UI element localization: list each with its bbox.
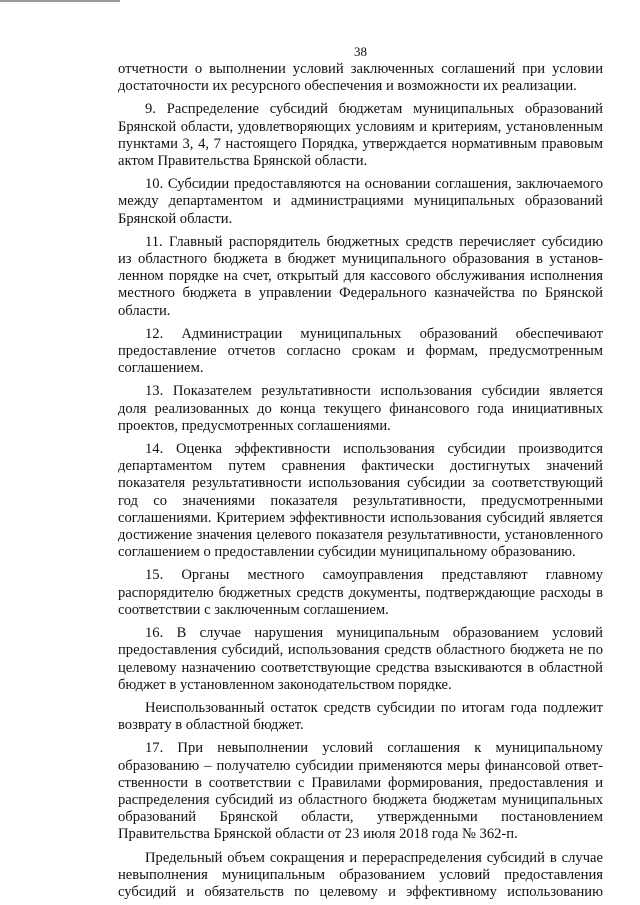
scan-edge-line: [0, 0, 120, 2]
paragraph-item-12: 12. Администрации муниципальных образований обеспечивают предоставление отчетов согласно срокам и формам, предусмотренным соглашением.: [118, 325, 603, 377]
paragraph-item-16: 16. В случае нарушения муниципальным образованием условий предоставления субсидий, использования средств областного бюджета не по целевому назначению соответствующие средства взыскиваются в областной бюджет в установленном законодательством порядке.: [118, 625, 603, 693]
page-number: 38: [354, 44, 367, 59]
paragraph-item-17: 17. При невыполнении условий соглашения к муниципальному образованию – получателю субсидии применяются меры финансовой ответственности в соответствии с Правилами формирования, предоставления и распределения субсидий из областного бюджета бюджетам муниципальных образований Брянской области, утвержденными постановлением Правительства Брянской области от 23 июля 2018 года № 362-п.: [118, 740, 603, 843]
paragraph-item-13: 13. Показателем результативности использования субсидии является доля реализованных до конца текущего финансового года инициативных проектов, предусмотренных соглашениями.: [118, 383, 603, 434]
paragraph-item-11: 11. Главный распорядитель бюджетных средств перечисляет субсидию из областного бюджета в бюджет муниципального образования в установленном порядке на счет, открытый для кассового обслуживания исполнения местного бюджета в управлении Федерального казначейства по Брянской области.: [118, 233, 603, 319]
paragraph-continuation: отчетности о выполнении условий заключенных соглашений при условии достаточности их ресурсного обеспечения и возможности их реализации.: [118, 61, 603, 95]
paragraph-reduction-limit: Предельный объем сокращения и перераспределения субсидий в случае невыполнения муниципальным образованием условий предоставления субсидий и обязательств по целевому и эффективному использованию: [118, 849, 603, 900]
paragraph-item-15: 15. Органы местного самоуправления представляют главному распорядителю бюджетных средств документы, подтверждающие расходы в соответствии с заключенным соглашением.: [118, 567, 603, 618]
paragraph-item-10: 10. Субсидии предоставляются на основании соглашения, заключаемого между департаментом и администрациями муниципальных образований Брянской области.: [118, 176, 603, 227]
document-page: [118, 0, 603, 905]
paragraph-item-14: 14. Оценка эффективности использования субсидии производится департаментом путем сравнения фактически достигнутых значений показателя результативности использования субсидии за соответствующий год со значениями показателя результативности, предусмотренными соглашениями. Критерием эффективности использования субсидий является достижение значения целевого показателя результативности, установленного соглашением о предоставлении субсидии муниципальному образованию.: [118, 441, 603, 561]
paragraph-unused-balance: Неиспользованный остаток средств субсидии по итогам года подлежит возврату в областной бюджет.: [118, 699, 603, 734]
paragraph-item-9: 9. Распределение субсидий бюджетам муниципальных образований Брянской области, удовлетворяющих условиям и критериям, установленным пунктами 3, 4, 7 настоящего Порядка, утверждается нормативным правовым актом Правительства Брянской области.: [118, 101, 603, 170]
